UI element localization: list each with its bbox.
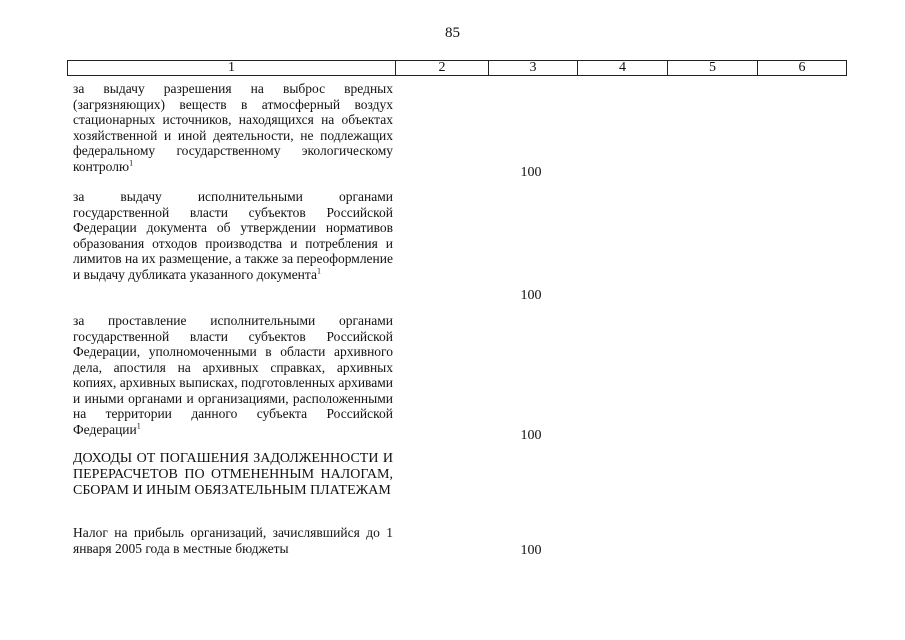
row-description: за выдачу исполнительными органами государственной власти субъектов Российской Федерации документа об утверждении нормативов образования отходов производства и потребления и лимитов на их размещение, а также за переоформление и выдачу дубликата указанного документа$^1$ [73, 189, 393, 282]
column-header-1: 1 [68, 61, 396, 75]
footnote-marker: 1 [316, 266, 321, 275]
row-description: за проставление исполнительными органами государственной власти субъектов Российской Федерации, уполномоченными в области архивного дела, апостиля на архивных справках, архивных копиях, архивных выписках, подготовленных архивами и иными органами и организациями, расположенными на территории данного субъекта Российской Федерации$^1$ [73, 313, 393, 437]
page-number: 85 [445, 25, 460, 41]
table-header-row [67, 60, 847, 76]
table-row [73, 189, 573, 304]
row-value: 100 [520, 165, 542, 180]
row-value: 100 [520, 288, 542, 303]
row-value: 100 [520, 428, 542, 443]
column-header-4: 4 [578, 61, 668, 75]
column-header-3: 3 [489, 61, 578, 75]
row-description: за выдачу разрешения на выброс вредных (загрязняющих) веществ в атмосферный воздух стационарных источников, находящихся на объектах хозяйственной и иной деятельности, не подлежащих федеральному государственному экологическому контролю$^1$ [73, 81, 393, 174]
section-heading: ДОХОДЫ ОТ ПОГАШЕНИЯ ЗАДОЛЖЕННОСТИ И ПЕРЕРАСЧЕТОВ ПО ОТМЕНЕННЫМ НАЛОГАМ, СБОРАМ И ИНЫМ ОБЯЗАТЕЛЬНЫМ ПЛАТЕЖАМ [73, 451, 393, 498]
column-header-5: 5 [668, 61, 758, 75]
footnote-marker: 1 [136, 421, 141, 430]
table-row [73, 313, 573, 444]
row-value: 100 [520, 543, 542, 558]
row-description: Налог на прибыль организаций, зачислявшийся до 1 января 2005 года в местные бюджеты [73, 525, 393, 556]
table-row [73, 525, 573, 559]
column-header-2: 2 [396, 61, 489, 75]
column-header-6: 6 [798, 60, 806, 75]
section-heading-row [73, 451, 573, 517]
table-row [73, 81, 573, 181]
footnote-marker: 1 [129, 158, 134, 167]
